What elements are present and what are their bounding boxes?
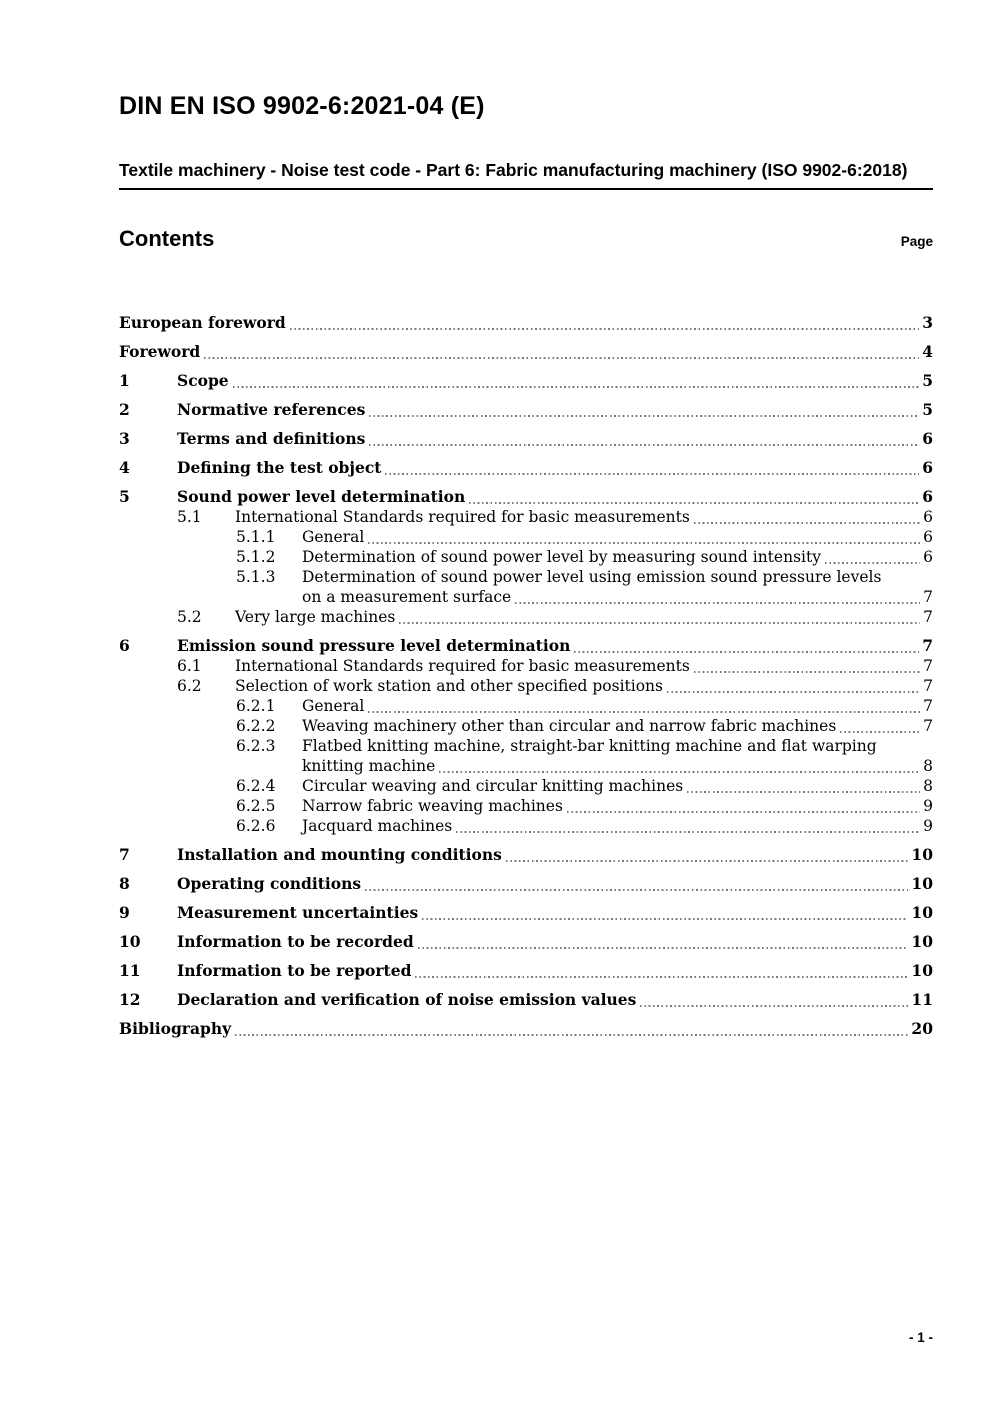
toc-entry-page: 5 (922, 371, 933, 390)
toc-entry (119, 796, 933, 816)
toc-entry-number: 5 (119, 487, 130, 506)
toc-entry-title: Bibliography (119, 1019, 232, 1038)
toc-leader-dots (506, 860, 909, 862)
toc-entry (119, 313, 933, 333)
toc-entry-page: 10 (911, 961, 933, 980)
toc-entry-page: 9 (923, 797, 933, 815)
toc-entry-page: 7 (923, 697, 933, 715)
toc-entry-title: Scope (177, 371, 229, 390)
toc-entry-page: 7 (923, 657, 933, 675)
toc-entry-number: 7 (119, 845, 130, 864)
toc-entry-number: 10 (119, 932, 141, 951)
toc-entry (119, 696, 933, 716)
toc-entry-page: 6 (923, 548, 933, 566)
toc-entry-title: Narrow fabric weaving machines (302, 797, 563, 815)
page-number-footer: - 1 - (908, 1330, 933, 1345)
toc-entry (119, 547, 933, 567)
toc-leader-dots (439, 771, 920, 773)
toc-entry-number: 5.1.3 (236, 568, 276, 586)
toc-entry-number: 9 (119, 903, 130, 922)
toc-entry-number: 6.2 (177, 677, 202, 695)
toc-leader-dots (204, 357, 919, 359)
toc-entry-title: Selection of work station and other specified positions (235, 677, 663, 695)
toc-entry (119, 487, 933, 507)
toc-entry (119, 429, 933, 449)
toc-entry-page: 6 (922, 458, 933, 477)
toc-entry-number: 12 (119, 990, 141, 1009)
toc-leader-dots (368, 542, 920, 544)
toc-entry-number: 5.1.1 (236, 528, 276, 546)
toc-entry-title: Foreword (119, 342, 201, 361)
toc-entry-continuation (119, 587, 933, 607)
toc-entry-title: Determination of sound power level using emission sound pressure levels (302, 568, 882, 586)
toc-leader-dots (399, 622, 920, 624)
toc-entry-title: Very large machines (235, 608, 396, 626)
toc-entry-page: 7 (923, 608, 933, 626)
toc-entry-title: Normative references (177, 400, 366, 419)
toc-entry-page: 6 (922, 429, 933, 448)
toc-entry (119, 656, 933, 676)
toc-entry-page: 10 (911, 903, 933, 922)
toc-entry-title: Emission sound pressure level determination (177, 636, 571, 655)
toc-entry (119, 400, 933, 420)
contents-heading: Contents (119, 226, 215, 251)
toc-entry (119, 816, 933, 836)
toc-entry-title: Sound power level determination (177, 487, 466, 506)
toc-entry-title: Determination of sound power level by measuring sound intensity (302, 548, 821, 566)
toc-leader-dots (567, 811, 920, 813)
toc-leader-dots (365, 889, 908, 891)
toc-entry (119, 527, 933, 547)
toc-entry-number: 3 (119, 429, 130, 448)
toc-entry-continuation (119, 756, 933, 776)
toc-leader-dots (233, 386, 920, 388)
toc-entry-page: 10 (911, 932, 933, 951)
table-of-contents (119, 313, 933, 1039)
toc-entry (119, 342, 933, 362)
toc-leader-dots (515, 602, 920, 604)
toc-entry-page: 10 (911, 874, 933, 893)
toc-entry (119, 990, 933, 1010)
toc-entry-page: 4 (922, 342, 933, 361)
toc-leader-dots (290, 328, 919, 330)
toc-entry-title-continued: on a measurement surface (302, 588, 512, 606)
toc-leader-dots (694, 522, 920, 524)
toc-entry (119, 1019, 933, 1039)
toc-entry (119, 458, 933, 478)
toc-entry-number: 8 (119, 874, 130, 893)
toc-leader-dots (825, 562, 920, 564)
toc-entry-page: 20 (911, 1019, 933, 1038)
toc-entry-title: Weaving machinery other than circular and narrow fabric machines (302, 717, 837, 735)
toc-entry-page: 9 (923, 817, 933, 835)
toc-leader-dots (369, 415, 919, 417)
toc-entry (119, 636, 933, 656)
toc-entry-page: 10 (911, 845, 933, 864)
toc-entry-title: Information to be reported (177, 961, 412, 980)
toc-entry-title: General (302, 697, 365, 715)
toc-leader-dots (667, 691, 920, 693)
toc-entry-number: 5.1 (177, 508, 202, 526)
toc-entry-title: Installation and mounting conditions (177, 845, 502, 864)
toc-leader-dots (687, 791, 920, 793)
toc-entry-title: Defining the test object (177, 458, 382, 477)
toc-leader-dots (574, 651, 919, 653)
toc-entry-title: International Standards required for basic measurements (235, 657, 690, 675)
toc-entry (119, 716, 933, 736)
toc-entry (119, 845, 933, 865)
toc-leader-dots (418, 947, 909, 949)
toc-entry-page: 5 (922, 400, 933, 419)
toc-entry-page: 7 (923, 677, 933, 695)
toc-leader-dots (415, 976, 908, 978)
toc-entry (119, 507, 933, 527)
document-code-heading: DIN EN ISO 9902-6:2021-04 (E) (119, 92, 485, 120)
toc-entry (119, 932, 933, 952)
toc-entry (119, 874, 933, 894)
toc-entry-number: 6 (119, 636, 130, 655)
toc-leader-dots (640, 1005, 908, 1007)
toc-entry-page: 7 (922, 636, 933, 655)
contents-header-row (119, 227, 933, 251)
toc-entry (119, 736, 933, 756)
toc-leader-dots (456, 831, 920, 833)
toc-entry-number: 6.2.3 (236, 737, 276, 755)
toc-entry-number: 5.2 (177, 608, 202, 626)
toc-entry-number: 6.2.4 (236, 777, 276, 795)
toc-entry-page: 8 (923, 757, 933, 775)
toc-entry-number: 4 (119, 458, 130, 477)
toc-entry-page: 11 (911, 990, 933, 1009)
toc-entry (119, 961, 933, 981)
toc-leader-dots (368, 711, 920, 713)
toc-entry-page: 8 (923, 777, 933, 795)
toc-entry-title: European foreword (119, 313, 286, 332)
toc-leader-dots (369, 444, 919, 446)
toc-leader-dots (694, 671, 920, 673)
toc-leader-dots (385, 473, 919, 475)
toc-entry-number: 6.2.6 (236, 817, 276, 835)
toc-entry-number: 6.2.1 (236, 697, 276, 715)
toc-entry-title: Terms and definitions (177, 429, 366, 448)
document-page (119, 0, 933, 1039)
toc-entry-number: 6.1 (177, 657, 202, 675)
toc-entry-title: International Standards required for basic measurements (235, 508, 690, 526)
toc-leader-dots (469, 502, 919, 504)
toc-entry-page: 3 (922, 313, 933, 332)
toc-entry-page: 7 (923, 717, 933, 735)
toc-entry (119, 903, 933, 923)
toc-entry-page: 6 (922, 487, 933, 506)
toc-entry-title: Flatbed knitting machine, straight-bar knitting machine and flat warping (302, 737, 877, 755)
toc-entry-number: 6.2.2 (236, 717, 276, 735)
toc-entry-title: General (302, 528, 365, 546)
toc-entry (119, 776, 933, 796)
toc-entry-title: Declaration and verification of noise emission values (177, 990, 637, 1009)
toc-entry-title: Circular weaving and circular knitting machines (302, 777, 684, 795)
toc-entry-page: 6 (923, 528, 933, 546)
toc-entry-number: 1 (119, 371, 130, 390)
toc-entry-number: 2 (119, 400, 130, 419)
toc-entry-page: 7 (923, 588, 933, 606)
toc-entry (119, 567, 933, 587)
toc-leader-dots (840, 731, 920, 733)
toc-entry-title: Operating conditions (177, 874, 362, 893)
toc-leader-dots (422, 918, 908, 920)
toc-entry-number: 11 (119, 961, 141, 980)
toc-entry-title: Measurement uncertainties (177, 903, 419, 922)
toc-entry-number: 6.2.5 (236, 797, 276, 815)
toc-entry-page: 6 (923, 508, 933, 526)
toc-entry-title: Jacquard machines (302, 817, 453, 835)
toc-entry-number: 5.1.2 (236, 548, 276, 566)
toc-entry-title-continued: knitting machine (302, 757, 436, 775)
toc-entry-title: Information to be recorded (177, 932, 414, 951)
toc-entry (119, 676, 933, 696)
toc-leader-dots (235, 1034, 908, 1036)
toc-entry (119, 607, 933, 627)
page-column-label: Page (900, 234, 933, 249)
toc-entry (119, 371, 933, 391)
document-title: Textile machinery - Noise test code - Part 6: Fabric manufacturing machinery (ISO 9902-6:2018) (119, 158, 933, 190)
